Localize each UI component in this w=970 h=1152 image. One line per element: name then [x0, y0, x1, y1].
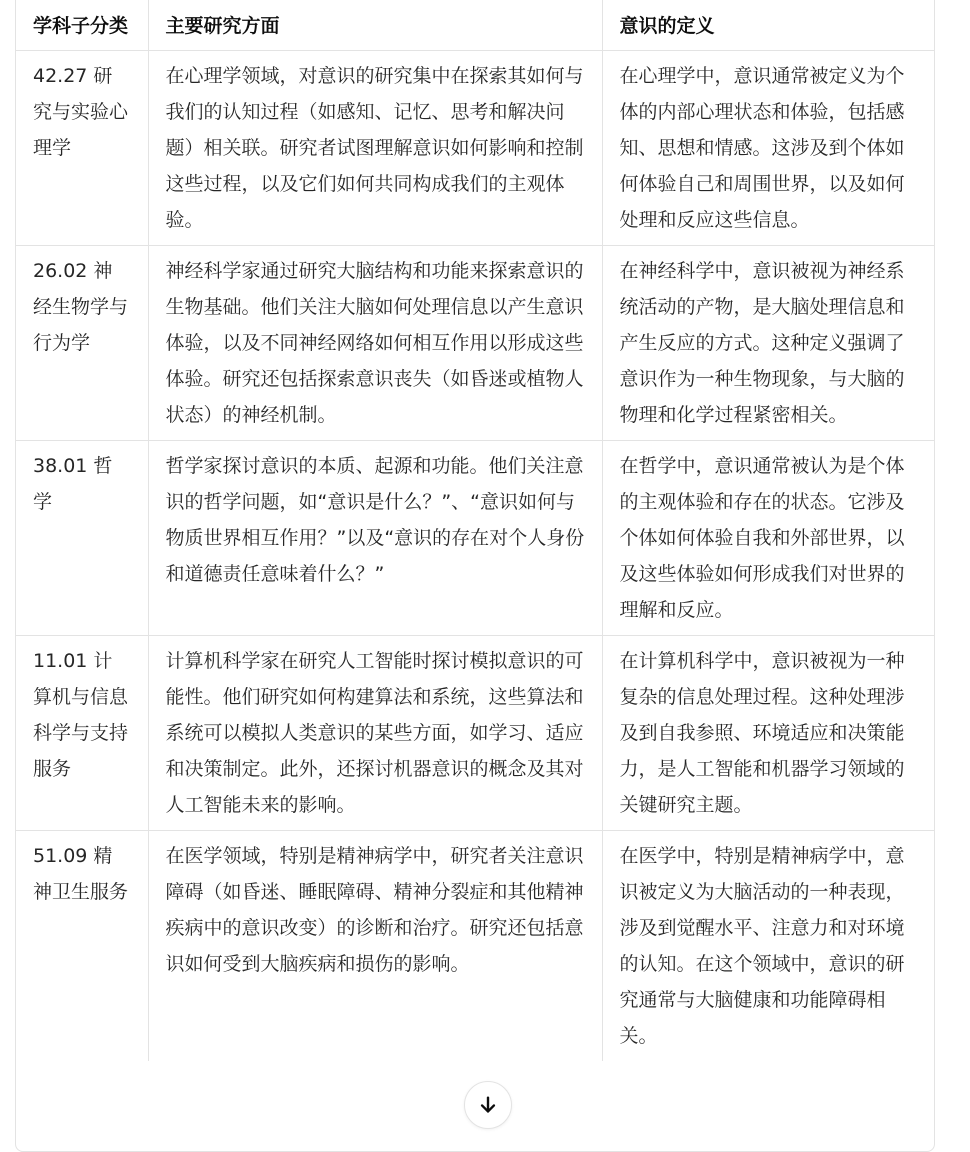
cell-research: 哲学家探讨意识的本质、起源和功能。他们关注意识的哲学问题，如“意识是什么？”、“意识如何与物质世界相互作用？”以及“意识的存在对个人身份和道德责任意味着什么？”: [148, 441, 602, 636]
header-research: 主要研究方面: [148, 0, 602, 51]
cell-definition: 在心理学中，意识通常被定义为个体的内部心理状态和体验，包括感知、思想和情感。这涉及到个体如何体验自己和周围世界，以及如何处理和反应这些信息。: [602, 51, 934, 246]
cell-category: 51.09 精神卫生服务: [16, 831, 148, 1062]
cell-research: 在医学领域，特别是精神病学中，研究者关注意识障碍（如昏迷、睡眠障碍、精神分裂症和其他精神疾病中的意识改变）的诊断和治疗。研究还包括意识如何受到大脑疾病和损伤的影响。: [148, 831, 602, 1062]
header-category: 学科子分类: [33, 15, 129, 37]
cell-definition: 在神经科学中，意识被视为神经系统活动的产物，是大脑处理信息和产生反应的方式。这种定义强调了意识作为一种生物现象，与大脑的物理和化学过程紧密相关。: [602, 246, 934, 441]
scroll-to-bottom-button[interactable]: [464, 1081, 512, 1129]
cell-category: 11.01 计算机与信息科学与支持服务: [16, 636, 148, 831]
table-row: [16, 51, 934, 246]
cell-category: 38.01 哲学: [16, 441, 148, 636]
cell-category: 42.27 研究与实验心理学: [16, 51, 148, 246]
table-container: [15, 0, 935, 1152]
cell-category: 26.02 神经生物学与行为学: [16, 246, 148, 441]
table-row: [16, 636, 934, 831]
table-row: [16, 831, 934, 1062]
research-table: [16, 0, 934, 1061]
cell-definition: 在计算机科学中，意识被视为一种复杂的信息处理过程。这种处理涉及到自我参照、环境适应和决策能力，是人工智能和机器学习领域的关键研究主题。: [602, 636, 934, 831]
cell-definition: 在医学中，特别是精神病学中，意识被定义为大脑活动的一种表现，涉及到觉醒水平、注意力和对环境的认知。在这个领域中，意识的研究通常与大脑健康和功能障碍相关。: [602, 831, 934, 1062]
arrow-down-icon: [477, 1094, 499, 1116]
table-header-row: [16, 0, 934, 51]
cell-research: 计算机科学家在研究人工智能时探讨模拟意识的可能性。他们研究如何构建算法和系统，这些算法和系统可以模拟人类意识的某些方面，如学习、适应和决策制定。此外，还探讨机器意识的概念及其对人工智能未来的影响。: [148, 636, 602, 831]
cell-research: 神经科学家通过研究大脑结构和功能来探索意识的生物基础。他们关注大脑如何处理信息以产生意识体验，以及不同神经网络如何相互作用以形成这些体验。研究还包括探索意识丧失（如昏迷或植物人状态）的神经机制。: [148, 246, 602, 441]
table-row: [16, 441, 934, 636]
cell-definition: 在哲学中，意识通常被认为是个体的主观体验和存在的状态。它涉及个体如何体验自我和外部世界，以及这些体验如何形成我们对世界的理解和反应。: [602, 441, 934, 636]
header-definition: 意识的定义: [602, 0, 934, 51]
table-row: [16, 246, 934, 441]
cell-research: 在心理学领域，对意识的研究集中在探索其如何与我们的认知过程（如感知、记忆、思考和解决问题）相关联。研究者试图理解意识如何影响和控制这些过程，以及它们如何共同构成我们的主观体验。: [148, 51, 602, 246]
